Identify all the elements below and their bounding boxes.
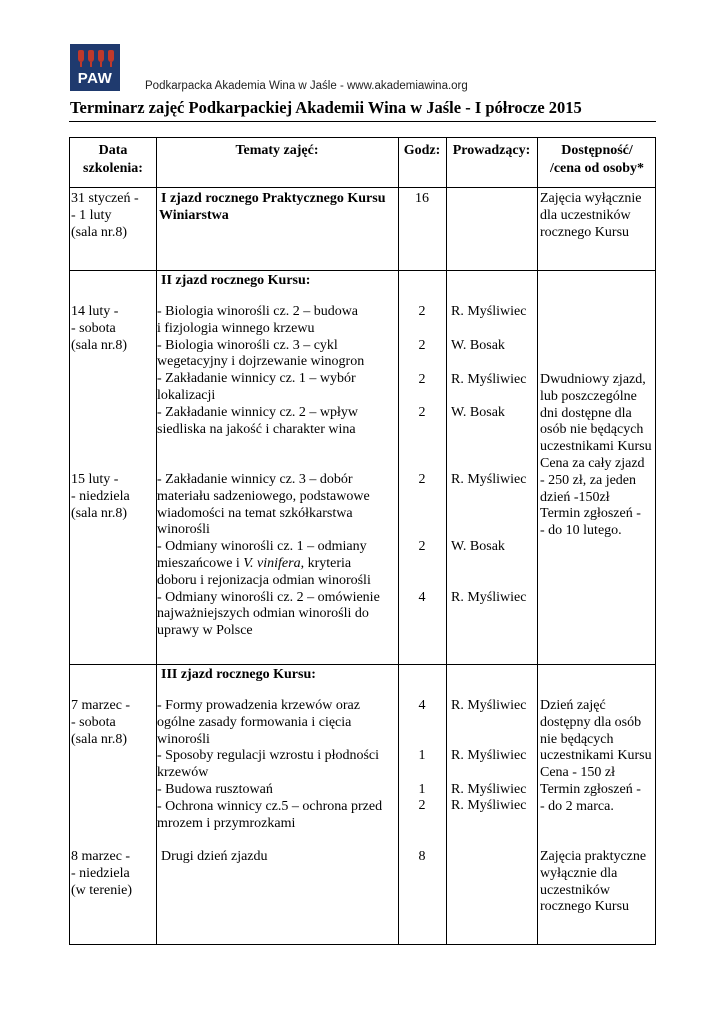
- session-2-hours-1: 2: [418, 304, 426, 319]
- session-2-topics-day1: - Biologia winorośli cz. 2 – budowa i fizjologia winnego krzewu - Biologia winorośli cz. 3 – cykl wegetacyjny i dojrzewanie winogron - Zakładanie winnicy cz. 1 – wybór lokalizacji - Zakładanie winnicy cz. 2 – wpływ siedliska na jakość i charakter wina: [157, 304, 365, 437]
- session-2-date-day1: 14 luty - - sobota (sala nr.8): [71, 304, 127, 353]
- session-2-title: II zjazd rocznego Kursu:: [161, 273, 311, 288]
- row-divider: [70, 664, 655, 665]
- row-divider: [70, 270, 655, 271]
- schedule-table: [69, 137, 656, 945]
- session-2-availability: Dwudniowy zjazd, lub poszczególne dni dostępne dla osób nie będących uczestnikami Kursu Cena za cały zjazd - 250 zł, za jeden dzień -150zł Termin zgłoszeń - - do 10 lutego.: [540, 372, 652, 539]
- session-3-lecturer-2: R. Myśliwiec: [451, 748, 527, 763]
- session-2-hours-4: 2: [418, 405, 426, 420]
- session-2-lecturer-7: R. Myśliwiec: [451, 590, 527, 605]
- session-3-date-day2: 8 marzec - - niedziela (w terenie): [71, 849, 133, 898]
- session-3-lecturer-3: R. Myśliwiec: [451, 782, 527, 797]
- session-3-topic-day2: Drugi dzień zjazdu: [161, 849, 268, 864]
- session-3-topics-day1: - Formy prowadzenia krzewów oraz ogólne zasady formowania i cięcia winorośli - Sposoby regulacji wzrostu i płodności krzewów - Budowa rusztowań - Ochrona winnicy cz.5 – ochrona przed mrozem i przymrozkami: [157, 698, 383, 831]
- column-header-date: Data szkolenia:: [83, 143, 143, 176]
- wine-glass-icon: [98, 50, 104, 62]
- session-2-hours-3: 2: [418, 372, 426, 387]
- session-3-hours-2: 1: [418, 748, 426, 763]
- column-header-availability: Dostępność/ /cena od osoby*: [549, 143, 645, 176]
- session-3-hours-1: 4: [418, 698, 426, 713]
- session-1-title: I zjazd rocznego Praktycznego Kursu Winiarstwa: [159, 191, 386, 223]
- session-3-hours-3: 1: [418, 782, 426, 797]
- session-2-hours-6: 2: [418, 539, 426, 554]
- session-2-hours-2: 2: [418, 338, 426, 353]
- wine-glass-icon: [78, 50, 84, 62]
- session-3-hours-4: 2: [418, 798, 426, 813]
- session-3-lecturer-4: R. Myśliwiec: [451, 798, 527, 813]
- session-2-lecturer-5: R. Myśliwiec: [451, 472, 527, 487]
- session-3-availability-day1: Dzień zajęć dostępny dla osób nie będących uczestnikami Kursu Cena - 150 zł Termin zgłoszeń - - do 2 marca.: [540, 698, 652, 814]
- session-2-lecturer-3: R. Myśliwiec: [451, 372, 527, 387]
- session-3-date-day1: 7 marzec - - sobota (sala nr.8): [71, 698, 131, 747]
- column-header-hours: Godz:: [403, 143, 441, 158]
- session-2-lecturer-1: R. Myśliwiec: [451, 304, 527, 319]
- session-3-hours-5: 8: [418, 849, 426, 864]
- site-header-line: Podkarpacka Akademia Wina w Jaśle - www.akademiawina.org: [145, 80, 468, 92]
- session-1-availability: Zajęcia wyłącznie dla uczestników rocznego Kursu: [540, 191, 642, 240]
- session-2-lecturer-4: W. Bosak: [451, 405, 505, 420]
- session-1-date: 31 styczeń - - 1 luty (sala nr.8): [71, 191, 139, 240]
- session-1-hours: 16: [415, 191, 429, 206]
- session-2-date-day2: 15 luty - - niedziela (sala nr.8): [71, 472, 130, 521]
- document-title: Terminarz zajęć Podkarpackiej Akademii Wina w Jaśle - I półrocze 2015: [70, 98, 582, 117]
- session-3-title: III zjazd rocznego Kursu:: [161, 667, 316, 682]
- logo-text: PAW: [77, 70, 113, 87]
- column-header-lecturers: Prowadzący:: [452, 143, 531, 158]
- column-divider: [537, 138, 538, 944]
- row-divider: [70, 187, 655, 188]
- wine-glass-icon: [88, 50, 94, 62]
- wine-glass-icon: [108, 50, 114, 62]
- session-2-hours-5: 2: [418, 472, 426, 487]
- session-2-lecturer-2: W. Bosak: [451, 338, 505, 353]
- session-3-availability-day2: Zajęcia praktyczne wyłącznie dla uczestników rocznego Kursu: [540, 849, 647, 915]
- column-header-topics: Tematy zajęć:: [235, 143, 319, 158]
- column-divider: [446, 138, 447, 944]
- session-3-lecturer-1: R. Myśliwiec: [451, 698, 527, 713]
- title-rule: [69, 121, 656, 122]
- session-2-lecturer-6: W. Bosak: [451, 539, 505, 554]
- session-2-topics-day2: - Zakładanie winnicy cz. 3 – dobór materiału sadzeniowego, podstawowe wiadomości na temat szkółkarstwa winorośli - Odmiany winorośli cz. 1 – odmiany mieszańcowe i V. vinifera, kryteria doboru i rejonizacja odmian winorośli - Odmiany winorośli cz. 2 – omówienie najważniejszych odmian winorośli do uprawy w Polsce: [157, 472, 380, 639]
- session-2-hours-7: 4: [418, 590, 426, 605]
- paw-logo: [70, 44, 120, 91]
